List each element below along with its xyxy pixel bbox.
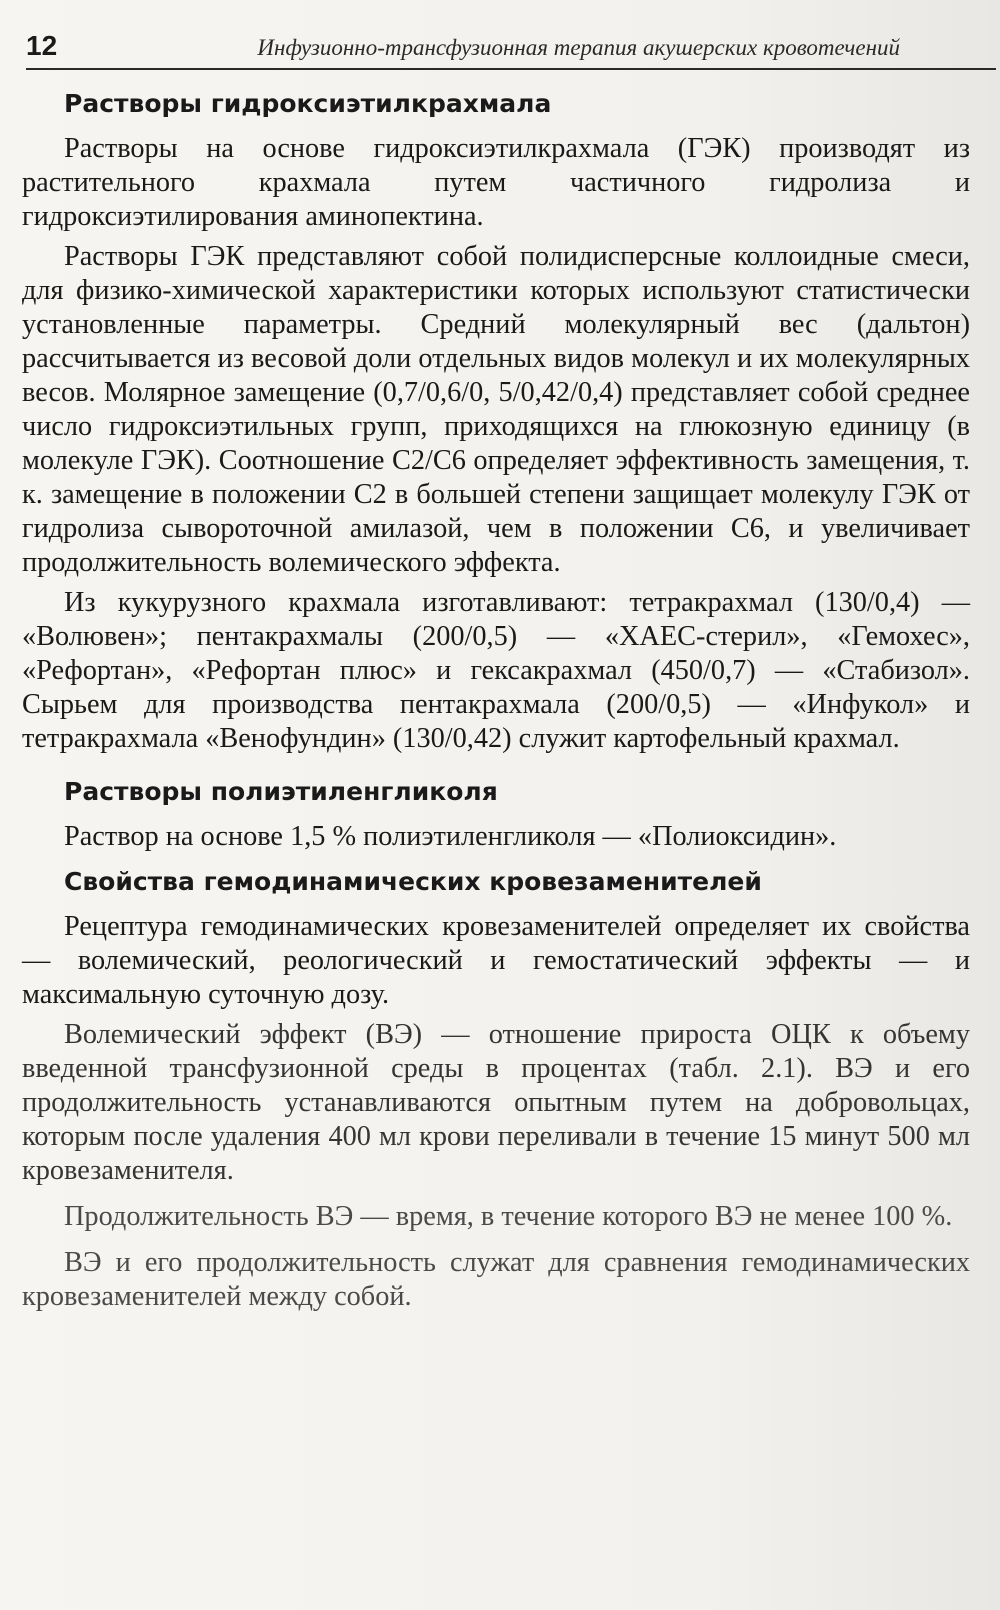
page-number: 12	[26, 30, 58, 61]
section-heading-properties: Свойства гемодинамических кровезаменителей	[64, 867, 762, 896]
paragraph-hes-intro: Растворы на основе гидроксиэтилкрахмала (ГЭК) производят из растительного крахмала путем частичного гидролиза и гидроксиэтилирования аминопектина.	[22, 133, 970, 232]
running-header	[26, 24, 996, 70]
book-title: Инфузионно-трансфузионная терапия акушерских кровотечений	[257, 35, 900, 60]
section-heading-peg: Растворы полиэтиленгликоля	[64, 777, 498, 806]
paragraph-peg: Раствор на основе 1,5 % полиэтиленгликоля — «Полиоксидин».	[64, 821, 837, 852]
paragraph-volemic-comparison: ВЭ и его продолжительность служат для сравнения гемодинамических кровезаменителей между собой.	[22, 1247, 970, 1312]
paragraph-hes-products: Из кукурузного крахмала изготавливают: тетракрахмал (130/0,4) — «Волювен»; пентакрахмалы (200/0,5) — «ХАЕС-стерил», «Гемохес», «Рефортан», «Рефортан плюс» и гексакрахмал (450/0,7) — «Стабизол». Сырьем для производства пентакрахмала (200/0,5) — «Инфукол» и тетракрахмала «Венофундин» (130/0,42) служит картофельный крахмал.	[22, 587, 970, 754]
page-content	[22, 88, 970, 1314]
paragraph-volemic-duration: Продолжительность ВЭ — время, в течение которого ВЭ не менее 100 %.	[64, 1201, 953, 1232]
section-heading-hes: Растворы гидроксиэтилкрахмала	[64, 89, 552, 118]
paragraph-hes-properties: Растворы ГЭК представляют собой полидисперсные коллоидные смеси, для физико-химической характеристики которых используют статистически установленные параметры. Средний молекулярный вес (дальтон) рассчитывается из весовой доли отдельных видов молекул и их молекулярных весов. Молярное замещение (0,7/0,6/0, 5/0,42/0,4) представляет собой среднее число гидроксиэтильных групп, приходящихся на глюкозную единицу (в молекуле ГЭК). Соотношение С2/С6 определяет эффективность замещения, т. к. замещение в положении С2 в большей степени защищает молекулу ГЭК от гидролиза сывороточной амилазой, чем в положении С6, и увеличивает продолжительность волемического эффекта.	[22, 241, 970, 578]
paragraph-volemic-effect: Волемический эффект (ВЭ) — отношение прироста ОЦК к объему введенной трансфузионной среды в процентах (табл. 2.1). ВЭ и его продолжительность устанавливаются опытным путем на добровольцах, которым после удаления 400 мл крови переливали в течение 15 минут 500 мл кровезаменителя.	[22, 1019, 970, 1186]
paragraph-properties-recipe: Рецептура гемодинамических кровезаменителей определяет их свойства — волемический, реологический и гемостатический эффекты — и максимальную суточную дозу.	[22, 911, 970, 1010]
